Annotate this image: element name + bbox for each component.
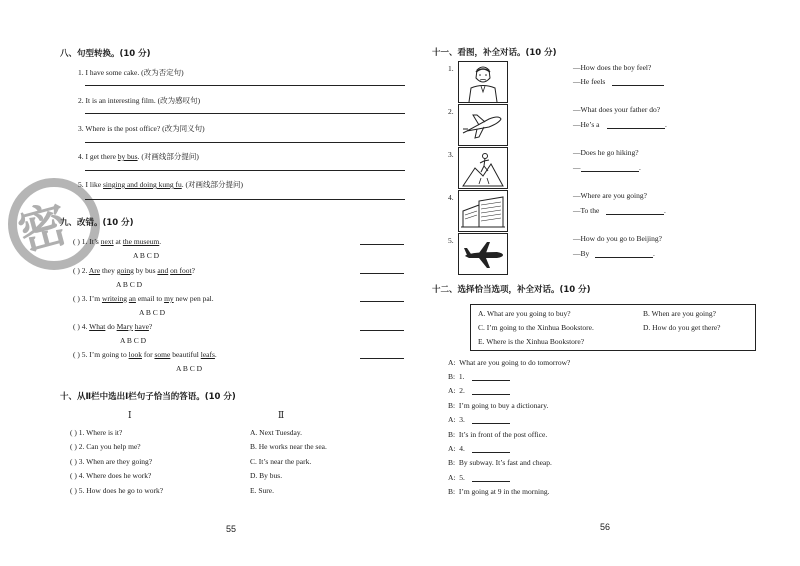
option-letters: A B C D — [133, 251, 160, 260]
dialog-question: —How does the boy feel? — [573, 63, 652, 72]
answer-blank[interactable] — [472, 394, 510, 395]
item-number: 2. — [81, 266, 88, 275]
answer-paren[interactable]: ( ) — [73, 350, 80, 359]
column-2-header: Ⅱ — [278, 410, 285, 420]
sec10-question-1: ( ) 1. Where is it? — [70, 428, 123, 437]
item-number: 4. — [78, 152, 84, 161]
item-number: 1. — [81, 237, 88, 246]
answer-blank[interactable] — [472, 452, 510, 453]
item-number: 2. — [78, 96, 84, 105]
item-number: 1. — [448, 64, 454, 73]
option-c: C. I’m going to the Xinhua Bookstore. — [478, 323, 594, 332]
answer-blank[interactable] — [581, 171, 639, 172]
option-e: E. Where is the Xinhua Bookstore? — [478, 337, 585, 346]
sec9-item-5: ( ) 5. I’m going to look for some beautiful leafs. — [73, 350, 217, 359]
dialog-line: A: 2. — [448, 386, 465, 395]
sec9-item-2: ( ) 2. Are they going by bus and on foot? — [73, 266, 195, 275]
item-number: 3. — [78, 124, 84, 133]
answer-blank[interactable] — [472, 481, 510, 482]
sec10-question-2: ( ) 2. Can you help me? — [70, 442, 141, 451]
sec8-item-3 — [78, 123, 205, 134]
item-number: 4. — [81, 322, 88, 331]
option-letters: A B C D — [116, 280, 143, 289]
item-text: I like — [85, 180, 103, 189]
dialog-question: —Where are you going? — [573, 191, 647, 200]
section-11-title: 十一、看图，补全对话。(10 分) — [432, 48, 557, 58]
sec8-item-2 — [78, 95, 200, 106]
dialog-question: —Does he go hiking? — [573, 148, 639, 157]
dialog-question: —How do you go to Beijing? — [573, 234, 662, 243]
sec10-answer-b: B. He works near the sea. — [250, 442, 327, 451]
sec10-answer-c: C. It’s near the park. — [250, 457, 312, 466]
building-icon — [458, 190, 508, 232]
item-number: 1. — [78, 68, 84, 77]
answer-paren[interactable]: ( ) — [73, 237, 80, 246]
dialog-line: A: 5. — [448, 473, 465, 482]
sec8-item-5 — [78, 179, 243, 190]
correction-line[interactable] — [360, 273, 404, 274]
correction-line[interactable] — [360, 301, 404, 302]
sec9-item-1: ( ) 1. It’s next at the museum. — [73, 237, 162, 246]
item-number: 2. — [448, 107, 454, 116]
dialog-line: B: 1. — [448, 372, 465, 381]
column-1-header: Ⅰ — [128, 410, 132, 420]
sec10-question-5: ( ) 5. How does he go to work? — [70, 486, 164, 495]
item-number: 3. — [81, 294, 88, 303]
dialog-question: —What does your father do? — [573, 105, 661, 114]
answer-paren[interactable]: ( ) — [70, 442, 77, 451]
option-b: B. When are you going? — [643, 309, 716, 318]
item-text: I get there — [85, 152, 118, 161]
item-text-end: . — [181, 180, 184, 189]
answer-paren[interactable]: ( ) — [73, 266, 80, 275]
answer-blank[interactable] — [595, 257, 653, 258]
spaceship-icon — [458, 104, 508, 146]
answer-blank[interactable] — [607, 128, 665, 129]
item-note: (改为同义句) — [162, 124, 205, 133]
item-note: (对画线部分提问) — [185, 180, 243, 189]
answer-paren[interactable]: ( ) — [73, 294, 80, 303]
right-page: 十一、看图，补全对话。(10 分) 1. —How does the boy feel? —He feels 2. —What does your father do? —He’s a . 3. —Does he go hiking? — . 4. —Where are you going? —To the . 5. —How do you go to Beijing? —By . 十二、选择恰当选项，补全对话。(10 分) A. What are you going to buy? B. When are you going? C. I’m going to the Xinhua Bookstore. D. How do you get there? E. Where is the Xinhua Bookstore? A: What are you going to do tomorrow? B: 1. A: 2. B: I’m going to buy a dictionary. A: 3. B: It’s in front of the post office. A: 4. B: By subway. It’s fast and cheap. A: 5. B: I’m going at 9 in the morning. 56 — [400, 0, 800, 566]
underlined-phrase: by bus — [117, 152, 138, 161]
item-number: 3. — [448, 150, 454, 159]
answer-line[interactable] — [85, 199, 405, 200]
dialog-answer: —He feels — [573, 77, 606, 86]
item-number: 5. — [78, 180, 84, 189]
dialog-line: B: It’s in front of the post office. — [448, 430, 548, 439]
answer-blank[interactable] — [472, 380, 510, 381]
dialog-line: B: By subway. It’s fast and cheap. — [448, 458, 552, 467]
dialog-line: B: I’m going to buy a dictionary. — [448, 401, 549, 410]
page-number: 55 — [226, 524, 237, 534]
answer-paren[interactable]: ( ) — [70, 428, 77, 437]
dialog-line: A: 3. — [448, 415, 465, 424]
item-number: 5. — [81, 350, 88, 359]
sec8-item-4 — [78, 151, 199, 162]
hiking-icon — [458, 147, 508, 189]
underlined-phrase: singing and doing kung fu — [103, 180, 182, 189]
item-note: (改为否定句) — [141, 68, 184, 77]
correction-line[interactable] — [360, 330, 404, 331]
sec10-question-4: ( ) 4. Where does he work? — [70, 471, 152, 480]
section-10-title: 十、从Ⅱ栏中选出Ⅰ栏句子恰当的答语。(10 分) — [60, 392, 236, 402]
item-note: (对画线部分提问) — [141, 152, 199, 161]
item-text: It is an interesting film. — [85, 96, 156, 105]
section-9-title: 九、改错。(10 分) — [60, 218, 134, 228]
dialog-answer: — — [573, 163, 581, 172]
answer-blank[interactable] — [606, 214, 664, 215]
answer-line[interactable] — [85, 113, 405, 114]
correction-line[interactable] — [360, 358, 404, 359]
sec10-answer-d: D. By bus. — [250, 471, 283, 480]
dialog-answer: —By — [573, 249, 590, 258]
item-text: Where is the post office? — [85, 124, 161, 133]
answer-paren[interactable]: ( ) — [70, 457, 77, 466]
boy-portrait-icon — [458, 61, 508, 103]
sec10-question-3: ( ) 3. When are they going? — [70, 457, 153, 466]
option-letters: A B C D — [120, 336, 147, 345]
sec10-answer-a: A. Next Tuesday. — [250, 428, 303, 437]
airplane-icon — [458, 233, 508, 275]
sec10-answer-e: E. Sure. — [250, 486, 274, 495]
option-a: A. What are you going to buy? — [478, 309, 571, 318]
answer-blank[interactable] — [612, 85, 664, 86]
answer-paren[interactable]: ( ) — [70, 471, 77, 480]
correction-line[interactable] — [360, 244, 404, 245]
answer-blank[interactable] — [472, 423, 510, 424]
sec9-item-3: ( ) 3. I’m writeing an email to my new pen pal. — [73, 294, 214, 303]
dialog-line: A: What are you going to do tomorrow? — [448, 358, 571, 367]
answer-line[interactable] — [85, 142, 405, 143]
item-text-end: . — [137, 152, 140, 161]
dialog-line: B: I’m going at 9 in the morning. — [448, 487, 550, 496]
answer-paren[interactable]: ( ) — [70, 486, 77, 495]
item-text: I have some cake. — [85, 68, 140, 77]
dialog-answer: —He’s a — [573, 120, 600, 129]
item-note: (改为感叹句) — [157, 96, 201, 105]
sec9-item-4: ( ) 4. What do Mary have? — [73, 322, 153, 331]
option-d: D. How do you get there? — [643, 323, 721, 332]
item-number: 5. — [448, 236, 454, 245]
option-letters: A B C D — [176, 364, 203, 373]
sec8-item-1 — [78, 67, 184, 78]
page-number: 56 — [600, 522, 611, 532]
section-8-title: 八、句型转换。(10 分) — [60, 49, 151, 59]
answer-line[interactable] — [85, 170, 405, 171]
answer-paren[interactable]: ( ) — [73, 322, 80, 331]
dialog-answer: —To the — [573, 206, 600, 215]
section-12-title: 十二、选择恰当选项，补全对话。(10 分) — [432, 285, 591, 295]
dialog-line: A: 4. — [448, 444, 465, 453]
option-letters: A B C D — [139, 308, 166, 317]
item-number: 4. — [448, 193, 454, 202]
answer-line[interactable] — [85, 85, 405, 86]
stamp-text: 密 — [12, 195, 74, 263]
